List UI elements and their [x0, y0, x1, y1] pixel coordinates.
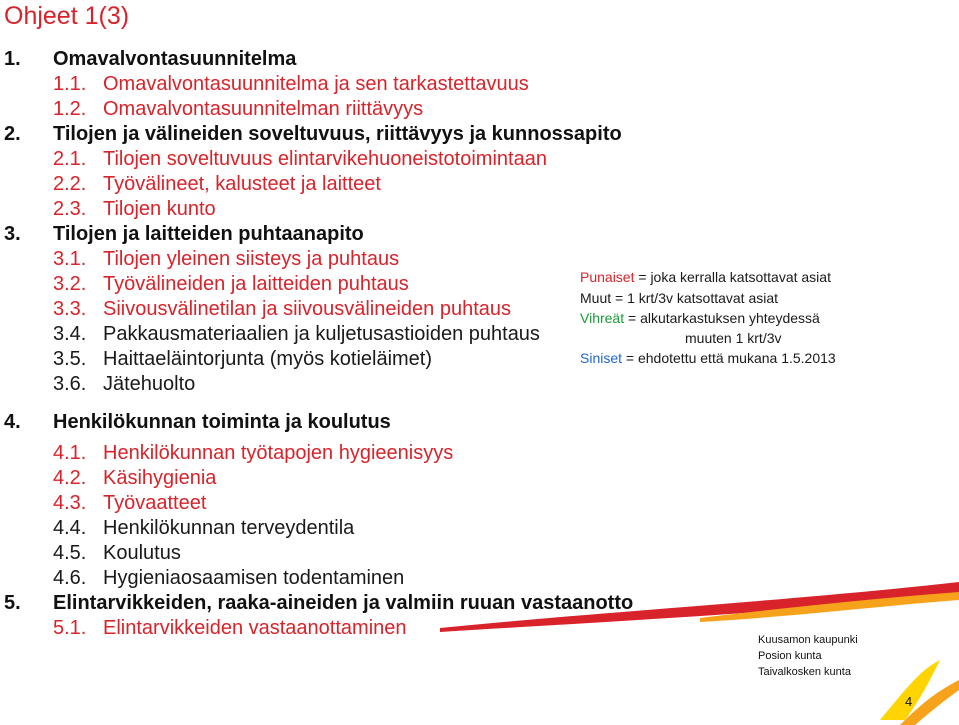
footer-organizations: Kuusamon kaupunki Posion kunta Taivalkosken kunta — [758, 634, 858, 678]
slide-title: Ohjeet 1(3) — [4, 2, 130, 30]
legend-green-cont: muuten 1 krt/3v — [685, 330, 782, 346]
legend-other: Muut = 1 krt/3v katsottavat asiat — [580, 290, 779, 306]
legend-blue: Siniset = ehdotettu että mukana 1.5.2013 — [580, 350, 836, 366]
page-number: 4 — [905, 694, 913, 709]
legend-red: Punaiset = joka kerralla katsottavat asiat — [580, 269, 831, 285]
red-swoosh — [440, 582, 959, 632]
legend-green: Vihreät = alkutarkastuksen yhteydessä — [580, 310, 820, 326]
